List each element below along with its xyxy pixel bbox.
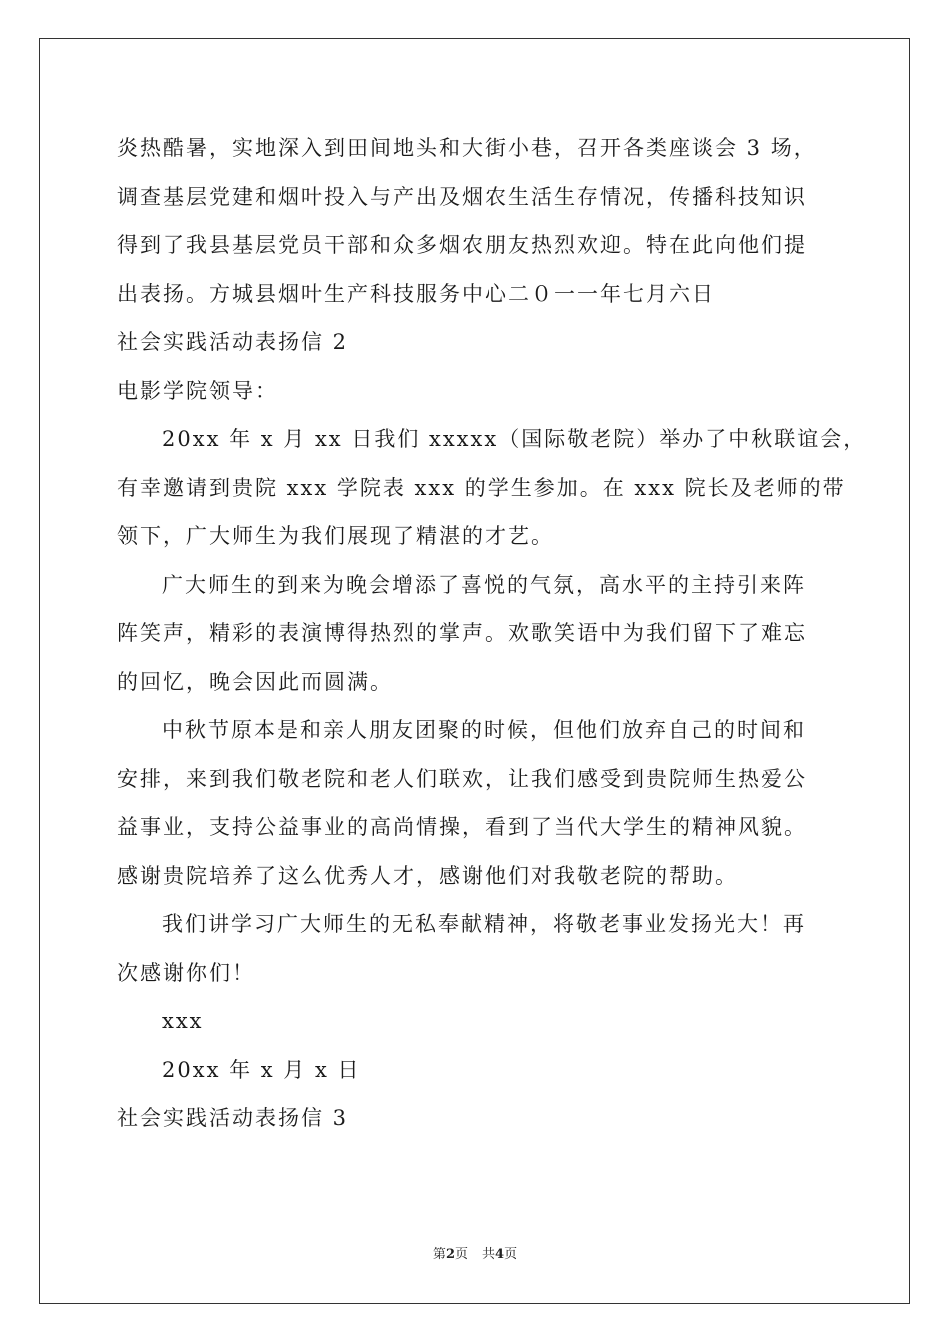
total-pages: 4 <box>495 1247 505 1262</box>
text-line: 20xx 年 x 月 x 日 <box>162 1057 361 1082</box>
text-line: 安排，来到我们敬老院和老人们联欢，让我们感受到贵院师生热爱公 <box>117 766 807 791</box>
page-suffix: 页 <box>454 1247 468 1262</box>
text-line: 社会实践活动表扬信 3 <box>117 1106 349 1130</box>
text-line: 有幸邀请到贵院 xxx 学院表 xxx 的学生参加。在 xxx 院长及老师的带 <box>117 475 846 500</box>
page-footer <box>0 1246 950 1264</box>
text-line: 得到了我县基层党员干部和众多烟农朋友热烈欢迎。特在此向他们提 <box>117 233 807 257</box>
page-number: 2 <box>445 1247 455 1262</box>
text-line: 阵笑声，精彩的表演博得热烈的掌声。欢歌笑语中为我们留下了难忘 <box>117 621 807 645</box>
text-line: 益事业，支持公益事业的高尚情操，看到了当代大学生的精神风貌。 <box>117 815 807 839</box>
text-line: 次感谢你们！ <box>117 960 255 985</box>
text-line: 20xx 年 x 月 xx 日我们 xxxxx（国际敬老院）举办了中秋联谊会， <box>162 427 867 451</box>
document-body <box>117 124 867 1143</box>
text-line: 调查基层党建和烟叶投入与产出及烟农生活生存情况，传播科技知识 <box>117 184 807 209</box>
text-line: 领下，广大师生为我们展现了精湛的才艺。 <box>117 524 554 548</box>
text-line: 我们讲学习广大师生的无私奉献精神，将敬老事业发扬光大！再 <box>162 912 806 936</box>
total-prefix: 共 <box>482 1247 496 1262</box>
text-line: 广大师生的到来为晚会增添了喜悦的气氛，高水平的主持引来阵 <box>162 572 806 597</box>
text-line: 感谢贵院培养了这么优秀人才，感谢他们对我敬老院的帮助。 <box>117 863 738 888</box>
page-prefix: 第 <box>432 1247 446 1262</box>
text-line: 出表扬。方城县烟叶生产科技服务中心二０一一年七月六日 <box>117 281 715 306</box>
text-line: 电影学院领导： <box>117 378 278 403</box>
text-line: xxx <box>162 1009 204 1033</box>
text-line: 中秋节原本是和亲人朋友团聚的时候，但他们放弃自己的时间和 <box>162 718 806 742</box>
total-suffix: 页 <box>504 1247 518 1262</box>
text-line: 的回忆，晚会因此而圆满。 <box>117 669 393 694</box>
text-line: 炎热酷暑，实地深入到田间地头和大街小巷，召开各类座谈会 3 场， <box>117 136 817 160</box>
text-line: 社会实践活动表扬信 2 <box>117 330 349 354</box>
